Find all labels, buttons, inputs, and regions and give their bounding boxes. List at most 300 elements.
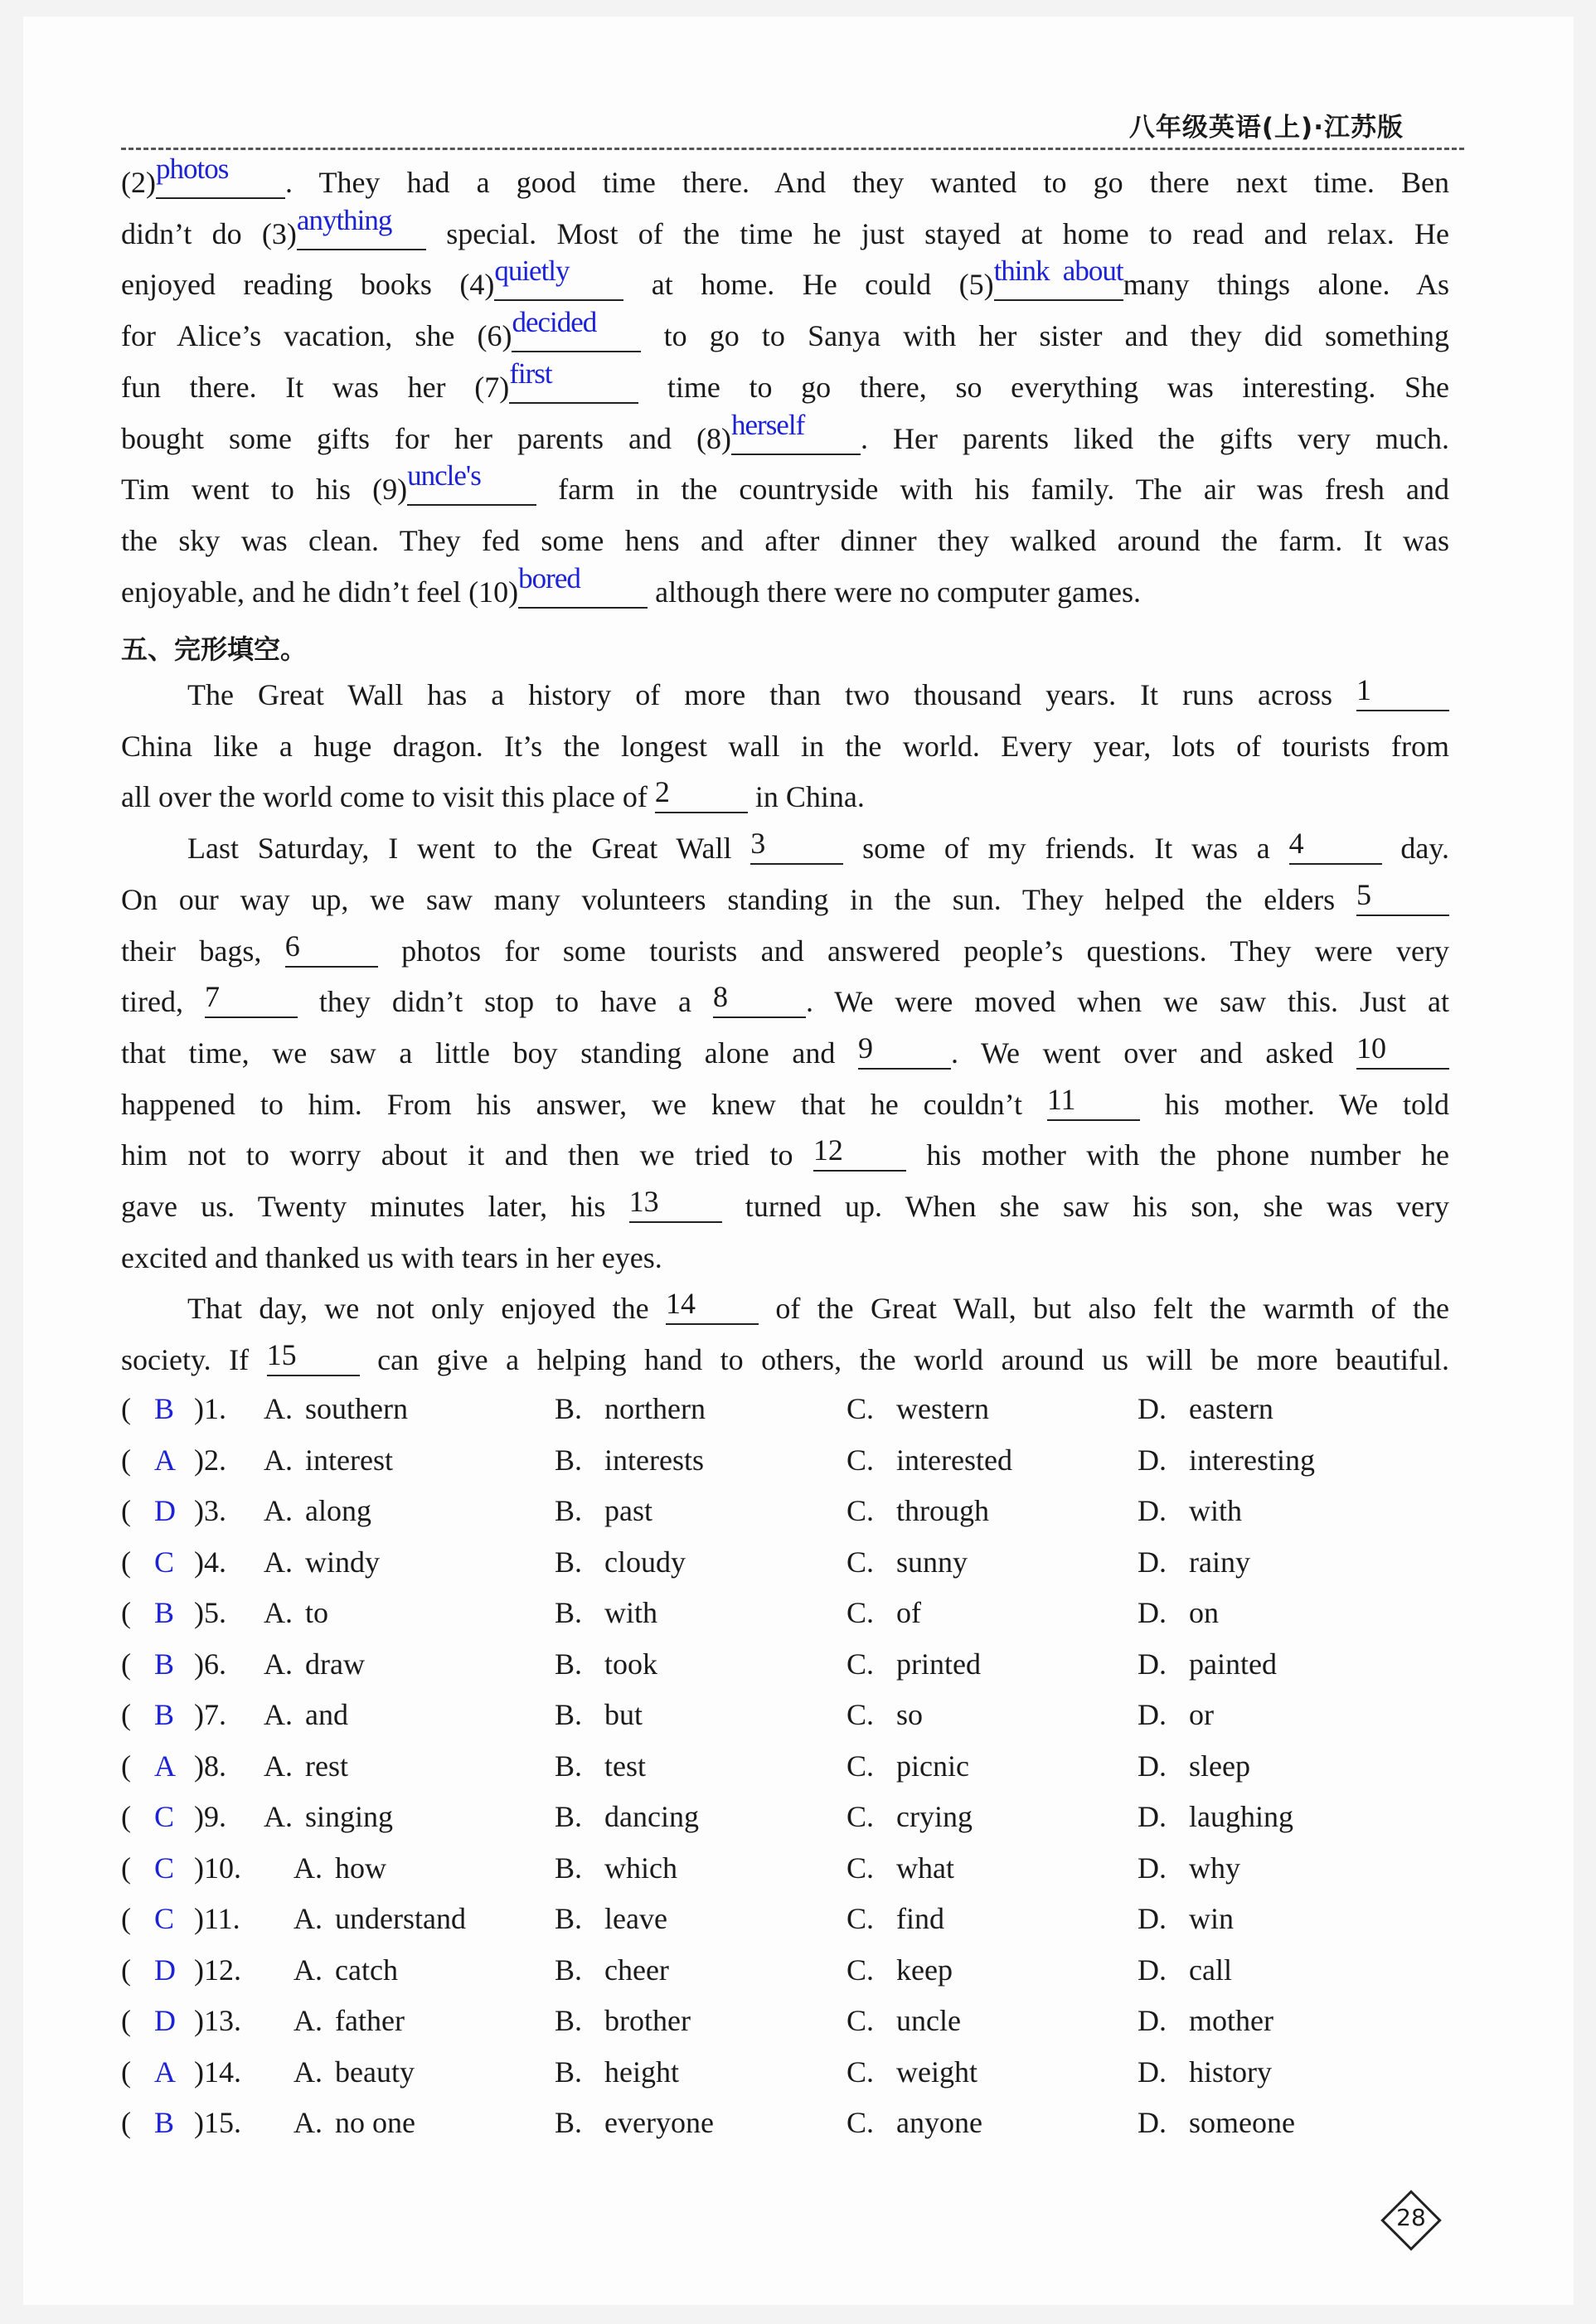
option-d-label: D. (1138, 1443, 1167, 1477)
answer-letter: B (154, 1596, 175, 1629)
handwritten-answer: quietly (494, 255, 570, 288)
option-d: win (1189, 1902, 1234, 1935)
option-a: and (305, 1698, 348, 1731)
answer-blank (518, 561, 648, 609)
option-c: printed (896, 1647, 981, 1681)
paren-close: ) (194, 2004, 204, 2037)
option-b: interests (604, 1443, 704, 1477)
text-line (121, 673, 1449, 713)
option-b: leave (604, 1902, 667, 1935)
paren-open: ( (121, 1800, 131, 1833)
text-segment: photos for some tourists and answered people’s questions. They were very (377, 934, 1449, 968)
text-line (121, 929, 1449, 969)
option-c-label: C. (847, 1851, 875, 1885)
option-c-label: C. (847, 1698, 875, 1731)
option-c-label: C. (847, 1596, 875, 1629)
blank-number: 1 (1356, 673, 1371, 706)
option-d-label: D. (1138, 2004, 1167, 2037)
question-number: 15. (204, 2106, 241, 2139)
text-segment: although there were no computer games. (648, 575, 1141, 609)
answer-blank (155, 153, 285, 199)
question-row (121, 1799, 1464, 1836)
question-row (121, 1851, 1464, 1887)
paren-open: ( (121, 1443, 131, 1477)
answer-letter: C (154, 1851, 175, 1885)
cloze-blank (266, 1338, 360, 1376)
text-line (121, 827, 1449, 866)
option-a-label: A. (264, 1596, 293, 1629)
option-b-label: B. (555, 1392, 583, 1425)
option-c: weight (896, 2055, 977, 2089)
option-a: father (335, 2004, 405, 2037)
paren-open: ( (121, 2055, 131, 2089)
question-row (121, 1493, 1464, 1530)
text-segment: time to go there, so everything was interesting. She (638, 370, 1450, 404)
answer-blank (509, 357, 638, 404)
text-segment: gave us. Twenty minutes later, his (121, 1190, 629, 1223)
option-c: uncle (896, 2004, 961, 2037)
text-segment: enjoyed reading books (4) (121, 268, 495, 302)
cloze-blank (1288, 827, 1382, 865)
text-line (121, 459, 1450, 507)
option-c: what (896, 1851, 954, 1885)
text-segment: enjoyable, and he didn’t feel (10) (121, 575, 519, 609)
question-row (121, 1595, 1464, 1632)
text-segment: his mother with the phone number he (905, 1138, 1450, 1172)
text-segment: The Great Wall has a history of more than two thousand years. It runs across (187, 678, 1356, 711)
option-d-label: D. (1138, 1494, 1167, 1527)
option-b: took (604, 1647, 658, 1681)
text-line (121, 1133, 1450, 1173)
option-d: painted (1189, 1647, 1277, 1681)
option-c-label: C. (847, 1647, 875, 1681)
text-segment: tired, (121, 985, 205, 1019)
text-segment: On our way up, we saw many volunteers standing in the sun. They helped the elders (121, 882, 1356, 916)
question-row (121, 1391, 1464, 1428)
option-b: but (604, 1698, 643, 1731)
answer-letter: B (154, 1698, 175, 1731)
paren-close: ) (194, 1800, 204, 1833)
blank-number: 9 (857, 1031, 873, 1065)
text-line (121, 255, 1449, 303)
option-b: everyone (604, 2106, 714, 2139)
blank-number: 4 (1288, 827, 1304, 861)
option-c-label: C. (847, 1953, 875, 1987)
cloze-blank (665, 1287, 759, 1325)
question-number: 9. (204, 1800, 226, 1833)
cloze-blank (1356, 1031, 1449, 1070)
paren-close: ) (194, 1749, 204, 1783)
option-d-label: D. (1138, 1800, 1167, 1833)
text-segment: all over the world come to visit this place of (121, 780, 655, 814)
paren-open: ( (121, 1647, 131, 1681)
page-number: 28 (1396, 2204, 1426, 2231)
option-b: brother (604, 2004, 691, 2037)
option-c: anyone (896, 2106, 982, 2139)
option-d-label: D. (1138, 2055, 1167, 2089)
blank-number: 14 (665, 1287, 696, 1321)
option-c: sunny (896, 1545, 968, 1579)
option-d-label: D. (1138, 1545, 1167, 1579)
answer-letter: A (154, 1749, 176, 1783)
option-d: why (1189, 1851, 1240, 1885)
option-d-label: D. (1138, 1851, 1167, 1885)
option-b-label: B. (555, 1494, 583, 1527)
text-line (121, 1185, 1449, 1225)
option-c-label: C. (847, 1749, 875, 1783)
answer-blank (494, 255, 623, 301)
option-d: eastern (1189, 1392, 1273, 1425)
option-c: keep (896, 1953, 953, 1987)
answer-letter: C (154, 1545, 175, 1579)
option-a-label: A. (264, 1392, 293, 1425)
text-segment: That day, we not only enjoyed the (187, 1292, 666, 1326)
cloze-blank (813, 1133, 906, 1172)
cloze-blank (654, 775, 748, 813)
answer-blank (512, 306, 641, 352)
option-b-label: B. (555, 1545, 583, 1579)
option-a: singing (305, 1800, 394, 1833)
option-a: draw (305, 1647, 365, 1681)
option-a: beauty (335, 2055, 415, 2089)
answer-letter: C (154, 1902, 175, 1935)
option-a-label: A. (293, 1953, 323, 1987)
option-d: laughing (1189, 1800, 1293, 1833)
option-b: past (604, 1494, 652, 1527)
text-line (121, 1338, 1449, 1378)
header-divider (121, 148, 1464, 150)
option-a-label: A. (264, 1800, 293, 1833)
paren-close: ) (194, 2055, 204, 2089)
option-c-label: C. (847, 2055, 875, 2089)
question-number: 8. (204, 1749, 226, 1783)
answer-letter: D (154, 1953, 176, 1987)
text-segment: can give a helping hand to others, the world around us will be more beautiful. (359, 1343, 1449, 1377)
text-line (121, 775, 1449, 815)
question-number: 6. (204, 1647, 226, 1681)
answer-letter: C (154, 1800, 175, 1833)
blank-number: 8 (712, 980, 728, 1014)
handwritten-answer: herself (731, 408, 805, 441)
option-d-label: D. (1138, 1647, 1167, 1681)
text-segment: at home. He could (5) (623, 268, 994, 302)
option-c-label: C. (847, 1545, 875, 1579)
answer-letter: A (154, 2055, 176, 2089)
option-b-label: B. (555, 1749, 583, 1783)
blank-number: 15 (266, 1338, 297, 1372)
text-line (121, 561, 1449, 610)
option-b-label: B. (555, 2106, 583, 2139)
option-b-label: B. (555, 1647, 583, 1681)
blank-number: 6 (284, 929, 300, 963)
cloze-blank (628, 1185, 722, 1223)
question-row (121, 1953, 1464, 1989)
text-segment: in China. (747, 780, 865, 814)
question-row (121, 1443, 1464, 1479)
option-a: southern (305, 1392, 408, 1425)
text-line (121, 357, 1450, 405)
option-b: cheer (604, 1953, 669, 1987)
option-b-label: B. (555, 1698, 583, 1731)
option-a: no one (335, 2106, 415, 2139)
paren-open: ( (121, 2106, 131, 2139)
option-b: which (604, 1851, 677, 1885)
text-segment: that time, we saw a little boy standing alone and (121, 1036, 858, 1070)
paren-close: ) (194, 1392, 204, 1425)
text-segment: some of my friends. It was a (843, 832, 1289, 866)
text-segment: . We went over and asked (950, 1036, 1356, 1070)
option-a-label: A. (293, 1851, 323, 1885)
option-a-label: A. (293, 2106, 323, 2139)
question-row (121, 1647, 1464, 1683)
paren-open: ( (121, 1392, 131, 1425)
text-segment: the sky was clean. They fed some hens and after dinner they walked around the farm. It was (121, 523, 1449, 557)
question-row (121, 1697, 1464, 1734)
text-segment: many things alone. As (1123, 268, 1449, 302)
text-segment: day. (1381, 832, 1449, 866)
text-segment: . They had a good time there. And they wanted to go there next time. Ben (284, 166, 1449, 199)
option-b-label: B. (555, 1902, 583, 1935)
question-row (121, 1545, 1464, 1581)
paren-close: ) (194, 1443, 204, 1477)
question-number: 4. (204, 1545, 226, 1579)
question-row (121, 2055, 1464, 2091)
answer-blank (993, 255, 1123, 301)
option-a: rest (305, 1749, 348, 1783)
option-a-label: A. (293, 2055, 323, 2089)
question-row (121, 1901, 1464, 1938)
option-a: windy (305, 1545, 380, 1579)
handwritten-answer: photos (155, 153, 229, 185)
text-segment: excited and thanked us with tears in her eyes. (121, 1240, 662, 1274)
text-line (121, 1287, 1450, 1327)
blank-number: 13 (628, 1185, 659, 1218)
answer-letter: D (154, 2004, 176, 2037)
option-d: with (1189, 1494, 1243, 1527)
option-a: to (305, 1596, 329, 1629)
option-a: interest (305, 1443, 393, 1477)
text-segment: China like a huge dragon. It’s the longest wall in the world. Every year, lots of tourists from (121, 729, 1449, 763)
option-c: find (896, 1902, 944, 1935)
option-c-label: C. (847, 1494, 875, 1527)
text-segment: bought some gifts for her parents and (8) (121, 421, 731, 455)
option-b-label: B. (555, 1443, 583, 1477)
option-b-label: B. (555, 2055, 583, 2089)
paren-close: ) (194, 1851, 204, 1885)
section-title: 五、完形填空。 (121, 633, 308, 665)
page-header: 八年级英语(上)·江苏版 (1128, 113, 1404, 143)
option-d: or (1189, 1698, 1214, 1731)
option-b: test (604, 1749, 646, 1783)
text-segment: to go to Sanya with her sister and they did something (641, 319, 1449, 353)
question-row (121, 2003, 1464, 2040)
option-d-label: D. (1138, 1953, 1167, 1987)
text-segment: didn’t do (3) (121, 216, 297, 250)
question-row (121, 1749, 1464, 1785)
text-segment: his mother. We told (1139, 1087, 1449, 1121)
option-a: understand (335, 1902, 466, 1935)
option-b: with (604, 1596, 658, 1629)
paren-open: ( (121, 1953, 131, 1987)
text-segment: fun there. It was her (7) (121, 370, 510, 404)
text-segment: for Alice’s vacation, she (6) (121, 319, 512, 353)
handwritten-answer: think about (993, 255, 1123, 288)
text-line (121, 408, 1449, 457)
paren-open: ( (121, 1749, 131, 1783)
paren-open: ( (121, 2004, 131, 2037)
cloze-blank (750, 827, 843, 865)
option-c-label: C. (847, 1392, 875, 1425)
option-d: history (1189, 2055, 1273, 2089)
text-line (121, 1240, 1449, 1276)
paren-close: ) (194, 1902, 204, 1935)
text-line (121, 1031, 1449, 1071)
option-b-label: B. (555, 1953, 583, 1987)
option-d: interesting (1189, 1443, 1315, 1477)
option-d-label: D. (1138, 1749, 1167, 1783)
handwritten-answer: bored (518, 561, 580, 594)
answer-letter: B (154, 1647, 175, 1681)
option-d: call (1189, 1953, 1232, 1987)
answer-letter: D (154, 1494, 176, 1527)
paren-open: ( (121, 1545, 131, 1579)
question-number: 14. (204, 2055, 241, 2089)
option-c: through (896, 1494, 989, 1527)
text-segment: their bags, (121, 934, 285, 968)
option-d: rainy (1189, 1545, 1250, 1579)
cloze-blank (1046, 1082, 1140, 1121)
text-segment: of the Great Wall, but also felt the warmth of the (758, 1292, 1450, 1326)
paren-close: ) (194, 1953, 204, 1987)
option-a-label: A. (264, 1647, 293, 1681)
text-segment: they didn’t stop to have a (297, 985, 713, 1019)
option-b-label: B. (555, 1800, 583, 1833)
option-a-label: A. (264, 1545, 293, 1579)
text-line (121, 522, 1449, 559)
paren-open: ( (121, 1851, 131, 1885)
answer-blank (731, 408, 861, 455)
option-a: catch (335, 1953, 398, 1987)
option-b: cloudy (604, 1545, 686, 1579)
option-d-label: D. (1138, 1902, 1167, 1935)
option-d-label: D. (1138, 2106, 1167, 2139)
option-c: western (896, 1392, 989, 1425)
text-segment: farm in the countryside with his family. The air was fresh and (536, 473, 1450, 507)
question-number: 11. (204, 1902, 240, 1935)
text-segment: Last Saturday, I went to the Great Wall (187, 832, 751, 866)
text-segment: . We were moved when we saw this. Just at (805, 985, 1449, 1019)
text-line (121, 306, 1449, 354)
text-line (121, 1082, 1449, 1123)
option-c-label: C. (847, 1902, 875, 1935)
text-segment: special. Most of the time he just stayed at home to read and relax. He (425, 216, 1449, 250)
answer-letter: B (154, 2106, 175, 2139)
text-line (121, 153, 1449, 201)
paren-close: ) (194, 1698, 204, 1731)
option-c: so (896, 1698, 924, 1731)
paren-close: ) (194, 2106, 204, 2139)
option-b: height (604, 2055, 679, 2089)
option-d: mother (1189, 2004, 1273, 2037)
option-b-label: B. (555, 1596, 583, 1629)
text-line (121, 203, 1449, 252)
option-a-label: A. (293, 1902, 323, 1935)
cloze-blank (1356, 673, 1449, 711)
blank-number: 11 (1046, 1082, 1076, 1116)
handwritten-answer: decided (512, 306, 597, 339)
handwritten-answer: anything (296, 203, 392, 236)
cloze-blank (712, 980, 806, 1018)
workbook-page (23, 17, 1574, 2305)
option-d: on (1189, 1596, 1219, 1629)
question-number: 5. (204, 1596, 226, 1629)
option-a-label: A. (264, 1494, 293, 1527)
question-row (121, 2105, 1464, 2142)
blank-number: 3 (750, 827, 766, 861)
cloze-blank (857, 1031, 951, 1070)
option-b: dancing (604, 1800, 699, 1833)
paren-close: ) (194, 1647, 204, 1681)
option-d: someone (1189, 2106, 1295, 2139)
option-d-label: D. (1138, 1698, 1167, 1731)
question-number: 3. (204, 1494, 226, 1527)
text-segment: turned up. When she saw his son, she was very (721, 1190, 1449, 1223)
option-a-label: A. (264, 1698, 293, 1731)
paren-open: ( (121, 1698, 131, 1731)
question-number: 7. (204, 1698, 226, 1731)
option-d-label: D. (1138, 1392, 1167, 1425)
blank-number: 2 (654, 775, 670, 809)
option-c: interested (896, 1443, 1012, 1477)
option-c: crying (896, 1800, 973, 1833)
handwritten-answer: first (509, 357, 552, 390)
paren-open: ( (121, 1494, 131, 1527)
cloze-blank (204, 980, 298, 1018)
question-number: 13. (204, 2004, 241, 2037)
handwritten-answer: uncle's (407, 459, 481, 492)
answer-letter: B (154, 1392, 175, 1425)
text-line (121, 728, 1449, 764)
cloze-blank (284, 929, 378, 968)
text-segment: (2) (121, 166, 156, 199)
text-segment: Tim went to his (9) (121, 473, 408, 507)
blank-number: 5 (1356, 877, 1371, 911)
option-c: of (896, 1596, 921, 1629)
question-number: 2. (204, 1443, 226, 1477)
option-c-label: C. (847, 2106, 875, 2139)
paren-close: ) (194, 1494, 204, 1527)
option-d: sleep (1189, 1749, 1250, 1783)
paren-close: ) (194, 1545, 204, 1579)
answer-letter: A (154, 1443, 176, 1477)
text-segment: society. If (121, 1343, 267, 1377)
option-d-label: D. (1138, 1596, 1167, 1629)
paren-open: ( (121, 1596, 131, 1629)
option-a-label: A. (293, 2004, 323, 2037)
blank-number: 10 (1356, 1031, 1386, 1065)
text-segment: happened to him. From his answer, we knew that he couldn’t (121, 1087, 1047, 1121)
question-number: 10. (204, 1851, 241, 1885)
text-segment: him not to worry about it and then we tried to (121, 1138, 813, 1172)
option-b-label: B. (555, 2004, 583, 2037)
option-b: northern (604, 1392, 706, 1425)
question-number: 1. (204, 1392, 226, 1425)
option-c-label: C. (847, 2004, 875, 2037)
option-a-label: A. (264, 1443, 293, 1477)
answer-blank (296, 203, 426, 250)
option-c-label: C. (847, 1800, 875, 1833)
text-line (121, 877, 1449, 918)
